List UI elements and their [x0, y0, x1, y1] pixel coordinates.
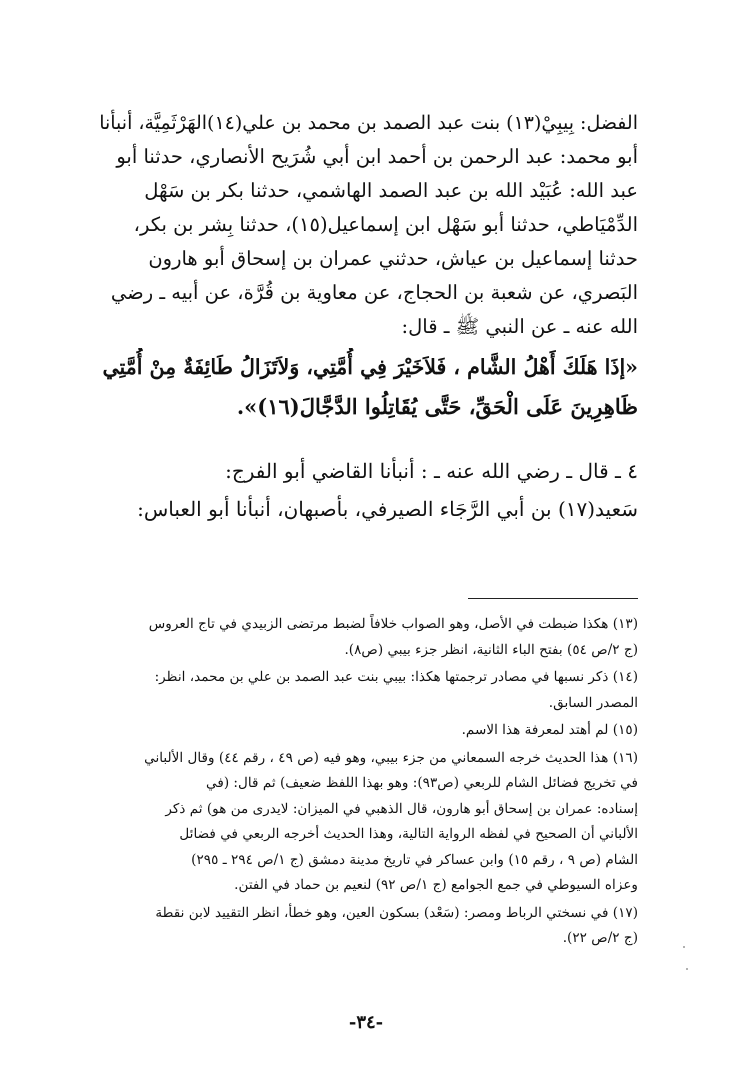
text-line: عبد الله: عُبَيْد الله بن عبد الصمد الهاشمي، حدثنا بكر بن سَهْل	[144, 179, 638, 202]
section-4	[92, 452, 638, 528]
footnote-line: إسناده: عمران بن إسحاق أبو هارون، قال الذهبي في الميزان: لايدرى من هو) ثم ذكر	[165, 800, 638, 817]
text-line: أبو محمد: عبد الرحمن بن أحمد ابن أبي شُرَيح الأنصاري، حدثنا أبو	[116, 145, 638, 168]
footnote-16	[92, 746, 638, 899]
hadith-line: ظَاهِرِينَ عَلَى الْحَقِّ، حَتَّى يُقَاتِلُوا الدَّجَّالَ(١٦)».	[236, 394, 638, 419]
footnotes	[92, 612, 638, 954]
page-number: -٣٤-	[348, 1012, 384, 1033]
footnote-line: في تخريج فضائل الشام للربعي (ص٩٣): وهو بهذا اللفظ ضعيف) ثم قال: (في	[205, 775, 638, 791]
text-line: الله عنه ـ عن النبي ﷺ ـ قال:	[401, 315, 638, 338]
text-line: الفضل: بِيبِيْ(١٣) بنت عبد الصمد بن محمد بن علي(١٤)الهَرْثَمِيَّة، أنبأنا	[99, 112, 638, 134]
text-line: حدثنا إسماعيل بن عياش، حدثني عمران بن إسحاق أبو هارون	[148, 247, 638, 270]
main-text	[92, 106, 638, 528]
footnote-15	[92, 718, 638, 744]
scan-speck	[683, 946, 685, 948]
footnote-line: (١٤) ذكر نسبها في مصادر ترجمتها هكذا: بيبي بنت عبد الصمد بن علي بن محمد، انظر:	[154, 669, 638, 685]
footnote-line: وعزاه السيوطي في جمع الجوامع (ج ١/ص ٩٢) لنعيم بن حماد في الفتن.	[234, 877, 638, 893]
footnote-line: (١٥) لم أهتد لمعرفة هذا الاسم.	[461, 722, 638, 738]
footnote-17	[92, 901, 638, 952]
footnote-line: الألباني أن الصحيح في لفظه الرواية التالية، وهذا الحديث أخرجه الربعي في فضائل	[179, 826, 638, 842]
text-line: البَصري، عن شعبة بن الحجاج، عن معاوية بن قُرَّة، عن أبيه ـ رضي	[110, 281, 638, 304]
hadith-quote	[92, 348, 638, 426]
footnote-line: (١٣) هكذا ضبطت في الأصل، وهو الصواب خلافاً لضبط مرتضى الزبيدي في تاج العروس	[148, 616, 638, 632]
footnote-14	[92, 665, 638, 716]
footnote-separator	[468, 598, 638, 599]
section-line: ٤ ـ قال ـ رضي الله عنه ـ : أنبأنا القاضي أبو الفرج:	[225, 459, 638, 483]
footnote-line: (ج ٢/ص ٥٤) بفتح الباء الثانية، انظر جزء بيبي (ص٨).	[344, 641, 638, 658]
footnote-line: (١٧) في نسختي الرباط ومصر: (سَعْد) بسكون العين، وهو خطأ، انظر التقييد لابن نقطة	[155, 904, 638, 921]
footnote-line: (١٦) هذا الحديث خرجه السمعاني من جزء بيبي، وهو فيه (ص ٤٩ ، رقم ٤٤) وقال الألباني	[144, 749, 638, 766]
text-line: الدِّمْيَاطي، حدثنا أبو سَهْل ابن إسماعيل(١٥)، حدثنا بِشر بن بكر،	[133, 213, 638, 236]
footnote-line: (ج ٢/ص ٢٢).	[562, 930, 638, 946]
section-line: سَعيد(١٧) بن أبي الرَّجَاء الصيرفي، بأصبهان، أنبأنا أبو العباس:	[137, 497, 638, 521]
footnote-line: الشام (ص ٩ ، رقم ١٥) وابن عساكر في تاريخ مدينة دمشق (ج ١/ص ٢٩٤ ـ ٢٩٥)	[191, 851, 638, 868]
scan-speck	[686, 968, 688, 970]
footnote-13	[92, 612, 638, 663]
footnote-line: المصدر السابق.	[548, 694, 638, 711]
hadith-line: «إذَا هَلَكَ أَهْلُ الشَّام ، فَلاَخَيْرَ فِي أُمَّتِي، وَلاَتَزَالُ طَائِفَةٌ مِنْ أُمَّتِي	[102, 355, 638, 379]
